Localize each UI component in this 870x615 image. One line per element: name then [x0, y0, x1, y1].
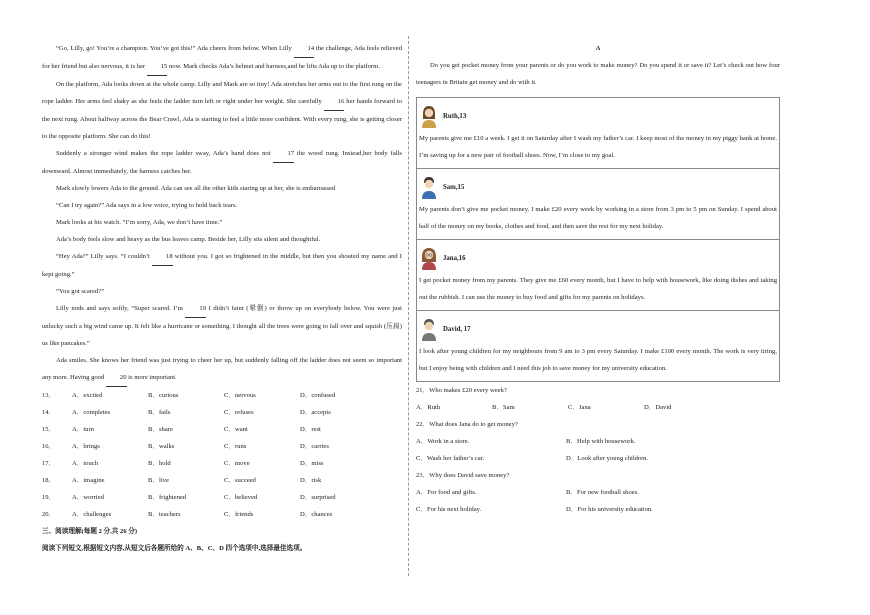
paragraph-6: Mark looks at his watch. “I’m sorry, Ada, we don’t have time.” — [56, 219, 223, 226]
paragraph-10: Lilly nods and says softly, “Super scared. I’m 19 I didn’t faint (晕倒) or throw up on everybody below. You were just unlucky such a big wind came up. It felt like a hurricane or something. I thought all the trees were going to fall over and squish (压扁) us like pancakes.” — [42, 300, 402, 352]
option-d[interactable]: D．Look after young children. — [566, 455, 649, 462]
person-text: My parents give me £10 a week. I get it on Saturday after I wash my father’s car. I keep most of the money in my piggy bank at home. I’m saving up for a new pair of football shoes. Now, I’m close to my goal. — [419, 135, 777, 159]
person-text: My parents don’t give me pocket money. I make £20 every week by working in a store from 3 pm to 5 pm on Sunday. I spend about half of the money on my books, clothes and food, and then save the rest for my next holiday. — [419, 206, 777, 230]
option-row: 15． A．turn B．share C．want D．rest — [42, 426, 321, 433]
option-a[interactable]: A．Work in a store. — [416, 438, 470, 445]
option-row: 18． A．imagine B．live C．succeed D．risk — [42, 477, 322, 484]
questions — [416, 382, 780, 518]
question-options — [416, 501, 780, 518]
person-block — [417, 239, 779, 310]
option-c[interactable]: C．For his next holiday. — [416, 506, 482, 513]
person-name: Ruth,13 — [443, 112, 467, 120]
person-name: Sam,15 — [443, 183, 465, 191]
boy-avatar-icon — [419, 317, 439, 341]
question-21: 21．Who makes £20 every week? — [416, 387, 507, 394]
option-b[interactable]: B．For new football shoes. — [566, 489, 639, 496]
paragraph-9: “You got scared?” — [56, 288, 105, 295]
persons-table — [416, 97, 780, 382]
blank-19: 19 — [185, 300, 206, 318]
question-23: 23．Why does David save money? — [416, 472, 510, 479]
question-options — [416, 450, 780, 467]
blank-14: 14 — [294, 40, 315, 58]
option-row: 14． A．completes B．fails C．refuses D．accepts — [42, 409, 331, 416]
option-row: 20． A．challenges B．teachers C．friends D．chances — [42, 511, 333, 518]
question-22: 22．What does Jana do to get money? — [416, 421, 518, 428]
paragraph-5: “Can I try again?” Ada says in a low voice, trying to hold back tears. — [56, 202, 238, 209]
paragraph-11: Ada smiles. She knows her friend was just trying to cheer her up, but suddenly falling off the ladder does not seem so important any more. Having good 20 is more important. — [42, 352, 402, 387]
option-row: 13． A．excited B．curious C．nervous D．confused — [42, 392, 336, 399]
cloze-options — [42, 387, 402, 523]
option-row: 16． A．brings B．walks C．runs D．carries — [42, 443, 329, 450]
left-column — [42, 40, 402, 557]
girl-glasses-avatar-icon — [419, 246, 439, 270]
option-c[interactable]: C．Jana — [568, 404, 591, 411]
option-a[interactable]: A．Ruth — [416, 404, 441, 411]
right-column — [416, 40, 780, 518]
option-d[interactable]: D．David — [644, 404, 672, 411]
option-b[interactable]: B．Help with housework. — [566, 438, 636, 445]
person-name: David, 17 — [443, 325, 471, 333]
blank-18: 18 — [152, 248, 173, 266]
blank-17: 17 — [273, 145, 294, 163]
person-block — [417, 102, 779, 168]
section-instructions: 阅读下列短文,根据短文内容,从短文后各题所给的 A、B、C、D 四个选项中,选择最佳选项。 — [42, 545, 307, 552]
blank-20: 20 — [106, 369, 127, 387]
paragraph-7: Ada’s body feels slow and heavy as the bus leaves camp. Beside her, Lilly sits silent and thoughtful. — [56, 236, 321, 243]
blank-16: 16 — [324, 93, 345, 111]
question-options — [416, 433, 780, 450]
person-block — [417, 168, 779, 239]
paragraph-4: Mark slowly lowers Ada to the ground. Ada can see all the other kids staring up at her, she is embarrassed — [56, 185, 336, 192]
person-block — [417, 310, 779, 381]
passage-heading: A — [595, 45, 601, 52]
option-a[interactable]: A．For food and gifts. — [416, 489, 477, 496]
option-row: 19． A．worried B．frightened C．believed D．surprised — [42, 494, 336, 501]
paragraph-2: On the platform, Ada looks down at the whole camp. Lilly and Mark are so tiny! Ada stretches her arms out to the first rung on the rope ladder. Her arms feel shaky as she feels the ladder turn left or right under her weight. She carefully 16 her hands forward to the next rung. About halfway across the Bear Crawl, Ada is starting to feel a little more confident. With every rung, she is getting closer to the opposite platform. She can do this! — [42, 81, 402, 140]
question-options — [416, 484, 780, 501]
column-divider — [408, 36, 409, 576]
option-c[interactable]: C．Wash her father’s car. — [416, 455, 485, 462]
paragraph-1: “Go, Lilly, go! You’re a champion. You’ve got this!” Ada cheers from below. When Lilly 14 the challenge, Ada feels relieved for her friend but also nervous, it is her 15 now. Mark checks Ada’s helmet and harness,and he lifts Ada up to the platform. — [42, 40, 402, 76]
blank-15: 15 — [147, 58, 168, 76]
person-text: I get pocket money from my parents. They give me £60 every month, but I have to help with housework, like doing dishes and taking out the rubbish. I can use the money to buy food and gifts for my parents on holidays. — [419, 277, 777, 301]
boy-avatar-icon — [419, 175, 439, 199]
option-d[interactable]: D．For his university education. — [566, 506, 653, 513]
person-name: Jana,16 — [443, 254, 466, 262]
paragraph-3: Suddenly a stronger wind makes the rope ladder sway, Ada’s hand does not 17 the wood rung. Instead,her body falls downward. Almost immediately, the harness catches her. — [42, 145, 402, 180]
paragraph-8: “Hey Ada?” Lilly says. “I couldn’t 18 without you. I got so frightened in the middle, but then you shouted my name and I kept going.” — [42, 248, 402, 283]
passage-intro: Do you get pocket money from your parents or do you work to make money? Do you spend it or save it? Let’s check out how four teenagers in Britain get money and do with it. — [416, 62, 780, 86]
girl-avatar-icon — [419, 104, 439, 128]
option-b[interactable]: B．Sam — [492, 404, 515, 411]
question-options — [416, 399, 780, 416]
section-title: 三、阅读理解(每题 2 分,共 26 分) — [42, 528, 138, 535]
option-row: 17． A．touch B．hold C．move D．miss — [42, 460, 324, 467]
person-text: I look after young children for my neighbours from 9 am to 3 pm every Saturday. I make £100 every month. The work is very tiring, but I enjoy being with children and I need this job to save money for my university education. — [419, 348, 777, 372]
